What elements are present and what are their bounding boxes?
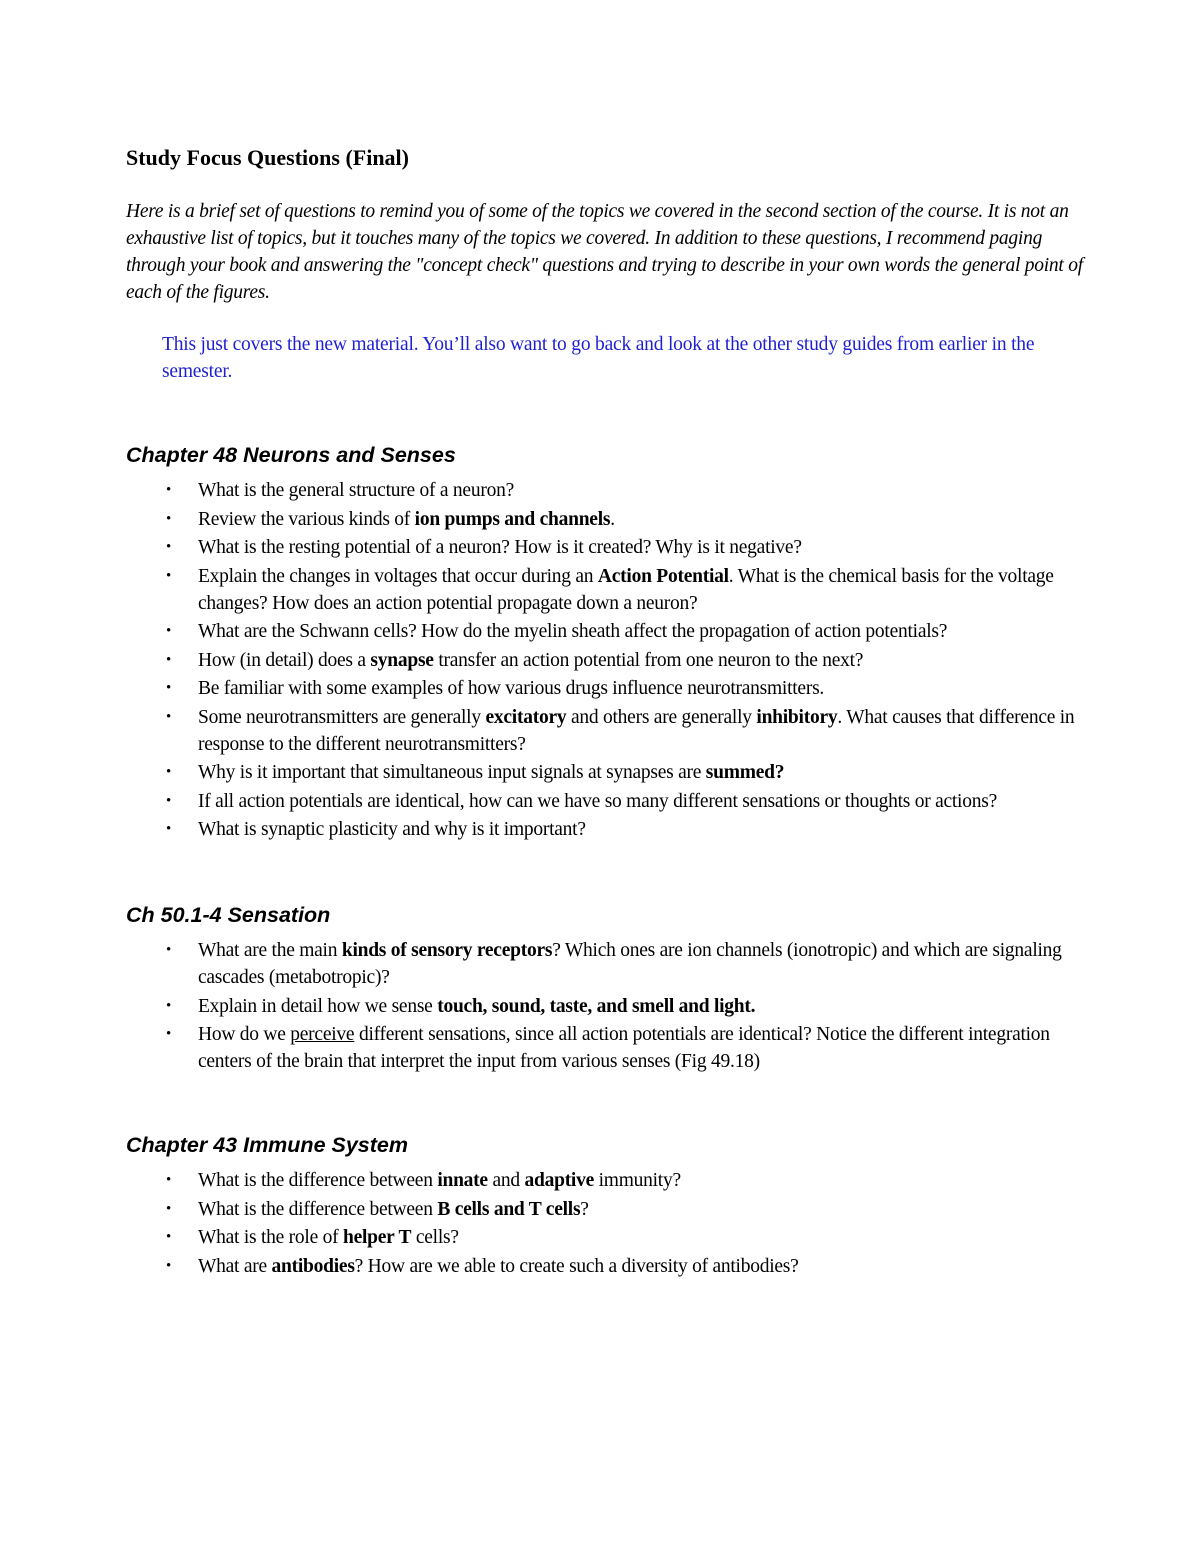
question-text: ?: [580, 1198, 589, 1220]
bullet-icon: •: [166, 708, 172, 725]
bullet-icon: •: [166, 567, 172, 584]
emphasis-term: helper T: [343, 1227, 412, 1248]
question-text: How do we: [198, 1024, 291, 1045]
section-heading-ch50: Ch 50.1-4 Sensation: [126, 903, 331, 927]
question-text: What is the general structure of a neuron?: [198, 480, 514, 501]
emphasis-term: Action Potential: [597, 565, 729, 587]
question-item: [126, 563, 1086, 617]
question-text: .: [610, 508, 615, 530]
question-text: What are the main: [198, 940, 342, 961]
bullet-icon: •: [166, 1257, 172, 1274]
question-item: [126, 1167, 1086, 1194]
document-body: [126, 140, 1086, 1281]
emphasis-term: inhibitory: [756, 706, 838, 728]
question-item: [126, 1253, 1086, 1280]
question-text: and: [487, 1170, 525, 1191]
question-text: What is synaptic plasticity and why is it important?: [198, 819, 586, 840]
bullet-icon: •: [166, 1026, 172, 1042]
emphasis-term: adaptive: [524, 1170, 595, 1191]
question-item: [126, 993, 1086, 1020]
question-text: Why is it important that simultaneous input signals at synapses are: [198, 762, 706, 783]
question-item: [126, 1196, 1086, 1223]
question-list-ch50: [126, 937, 1086, 1075]
question-text: What is the difference between: [198, 1198, 438, 1220]
question-text: What are: [198, 1255, 272, 1277]
emphasis-term: ion pumps and channels: [414, 508, 611, 530]
bullet-icon: •: [166, 997, 172, 1014]
bullet-icon: •: [166, 942, 172, 958]
question-text: different sensations, since all action potentials are identical? Notice the different integration centers of the brain that interpret the input from various senses (Fig 49.18): [198, 1024, 1050, 1072]
question-item: [126, 816, 1086, 843]
emphasis-term: synapse: [370, 649, 434, 671]
question-list-ch48: [126, 477, 1086, 843]
question-item: [126, 1224, 1086, 1251]
question-text: immunity?: [594, 1170, 681, 1191]
question-item: [126, 1021, 1086, 1075]
question-item: [126, 534, 1086, 561]
emphasis-term: excitatory: [485, 706, 567, 728]
bullet-icon: •: [166, 539, 172, 555]
question-text: Explain in detail how we sense: [198, 995, 438, 1017]
bullet-icon: •: [166, 623, 172, 639]
question-text: What are the Schwann cells? How do the myelin sheath affect the propagation of action potentials?: [198, 621, 948, 642]
bullet-icon: •: [166, 651, 172, 668]
question-text: ? How are we able to create such a diversity of antibodies?: [354, 1255, 799, 1277]
bullet-icon: •: [166, 680, 172, 696]
bullet-icon: •: [166, 510, 172, 527]
question-item: [126, 788, 1086, 815]
question-item: [126, 937, 1086, 991]
question-text: and others are generally: [566, 706, 757, 728]
question-text: cells?: [411, 1227, 459, 1248]
emphasis-term: B cells and T cells: [437, 1198, 581, 1220]
bullet-icon: •: [166, 1172, 172, 1188]
question-item: [126, 506, 1086, 533]
emphasis-term: antibodies: [271, 1255, 355, 1277]
question-text: What is the resting potential of a neuron? How is it created? Why is it negative?: [198, 537, 802, 558]
question-text: . What causes that difference in response to the different neurotransmitters?: [198, 706, 1075, 755]
question-item: [126, 647, 1086, 674]
underlined-term: perceive: [290, 1024, 355, 1045]
question-item: [126, 618, 1086, 645]
bullet-icon: •: [166, 821, 172, 837]
question-item: [126, 675, 1086, 702]
question-list-ch43: [126, 1167, 1086, 1280]
bullet-icon: •: [166, 792, 172, 809]
bullet-icon: •: [166, 764, 172, 780]
emphasis-term: touch, sound, taste, and smell and light.: [437, 995, 756, 1017]
emphasis-term: kinds of sensory receptors: [341, 940, 553, 961]
question-text: What is the difference between: [198, 1170, 438, 1191]
question-text: What is the role of: [198, 1227, 343, 1248]
question-text: Review the various kinds of: [198, 508, 415, 530]
emphasis-term: summed?: [705, 762, 785, 783]
question-item: [126, 704, 1086, 758]
emphasis-term: innate: [437, 1170, 488, 1191]
document-title: Study Focus Questions (Final): [126, 145, 409, 170]
question-item: [126, 759, 1086, 786]
section-heading-ch48: Chapter 48 Neurons and Senses: [126, 443, 456, 467]
bullet-icon: •: [166, 482, 172, 498]
question-text: How (in detail) does a: [198, 649, 371, 671]
question-item: [126, 477, 1086, 504]
question-text: . What is the chemical basis for the voltage changes? How does an action potential propagate down a neuron?: [198, 565, 1054, 614]
intro-paragraph: Here is a brief set of questions to remind you of some of the topics we covered in the second section of the course. It is not an exhaustive list of topics, but it touches many of the topics we covered. In addition to these questions, I recommend paging through your book and answering the "concept check" questions and trying to describe in your own words the general point of each of the figures.: [126, 201, 1083, 303]
bullet-icon: •: [166, 1229, 172, 1245]
note-paragraph: This just covers the new material. You’ll also want to go back and look at the other study guides from earlier in the semester.: [162, 334, 1035, 382]
question-text: Be familiar with some examples of how various drugs influence neurotransmitters.: [198, 678, 825, 699]
question-text: Explain the changes in voltages that occur during an: [198, 565, 598, 587]
question-text: Some neurotransmitters are generally: [198, 706, 486, 728]
question-text: If all action potentials are identical, how can we have so many different sensations or thoughts or actions?: [198, 790, 997, 812]
bullet-icon: •: [166, 1200, 172, 1217]
question-text: ? Which ones are ion channels (ionotropic) and which are signaling cascades (metabotropic)?: [198, 940, 1062, 988]
question-text: transfer an action potential from one neuron to the next?: [433, 649, 864, 671]
section-heading-ch43: Chapter 43 Immune System: [126, 1133, 408, 1157]
